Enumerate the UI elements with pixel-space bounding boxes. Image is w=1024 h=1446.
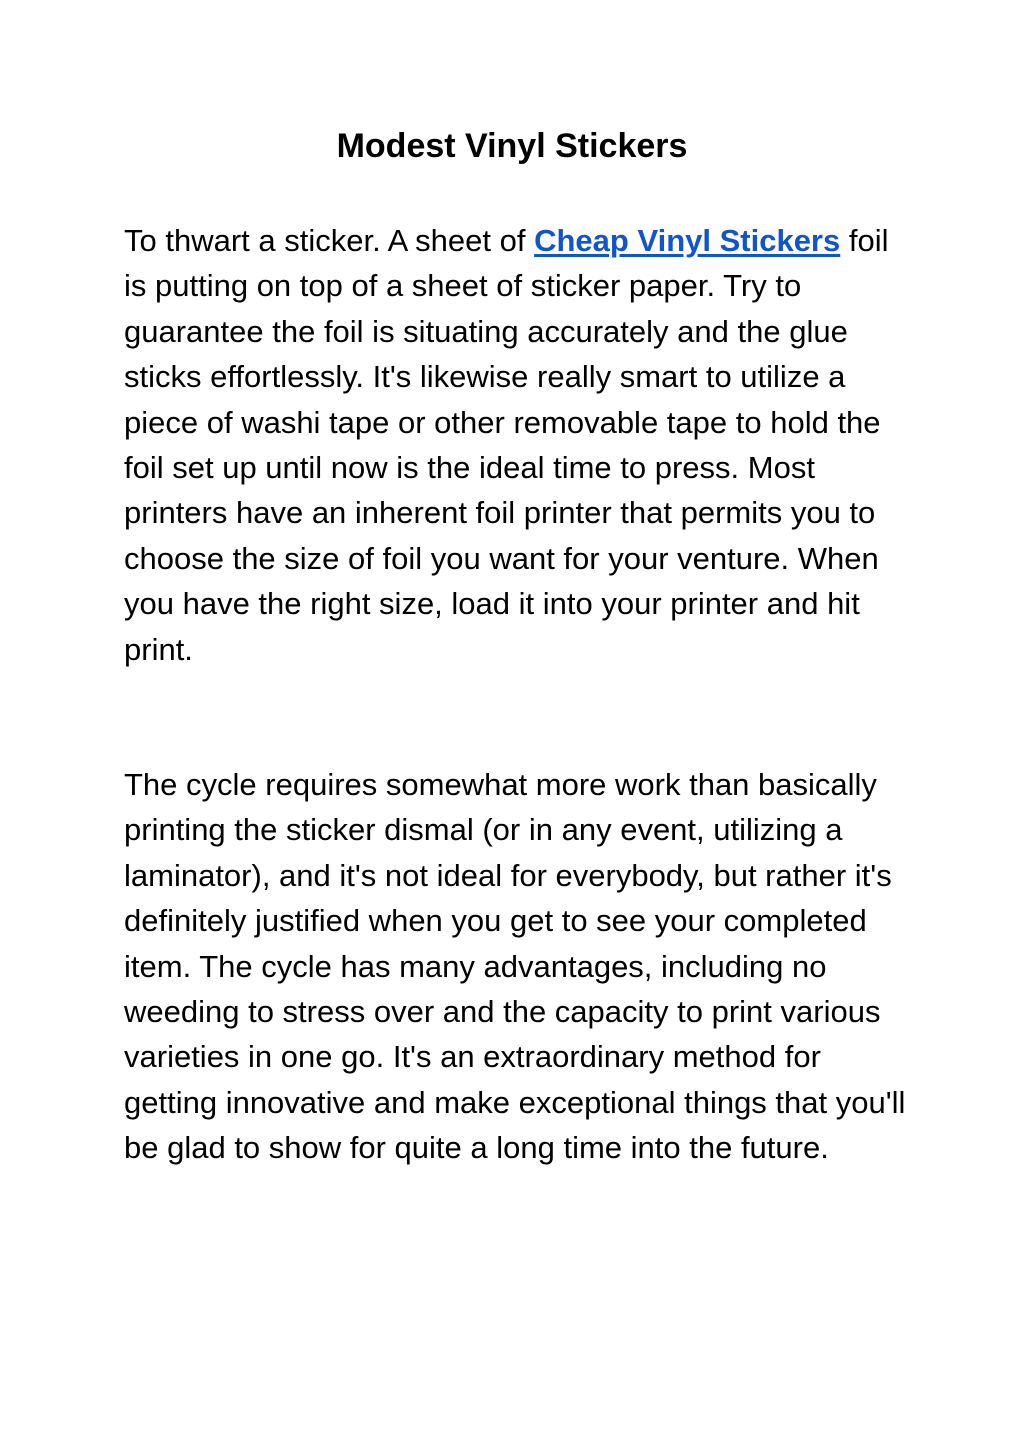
paragraph-1-body: foil is putting on top of a sheet of sticker paper. Try to guarantee the foil is situating accurately and the glue sticks effortlessly. It's likewise really smart to utilize a piece of washi tape or other removable tape to hold the foil set up until now is the ideal time to press. Most printers have an inherent foil printer that permits you to choose the size of foil you want for your venture. When you have the right size, load it into your printer and hit print. xyxy=(124,223,889,667)
paragraph-1 xyxy=(124,218,914,672)
page-title: Modest Vinyl Stickers xyxy=(336,127,688,165)
paragraph-1-intro: To thwart a sticker. A sheet of xyxy=(124,223,535,258)
cheap-vinyl-stickers-link[interactable]: Cheap Vinyl Stickers xyxy=(534,223,841,258)
paragraph-2: The cycle requires somewhat more work than basically printing the sticker dismal (or in any event, utilizing a laminator), and it's not ideal for everybody, but rather it's definitely justified when you get to see your completed item. The cycle has many advantages, including no weeding to stress over and the capacity to print various varieties in one go. It's an extraordinary method for getting innovative and make exceptional things that you'll be glad to show for quite a long time into the future. xyxy=(124,767,906,1166)
